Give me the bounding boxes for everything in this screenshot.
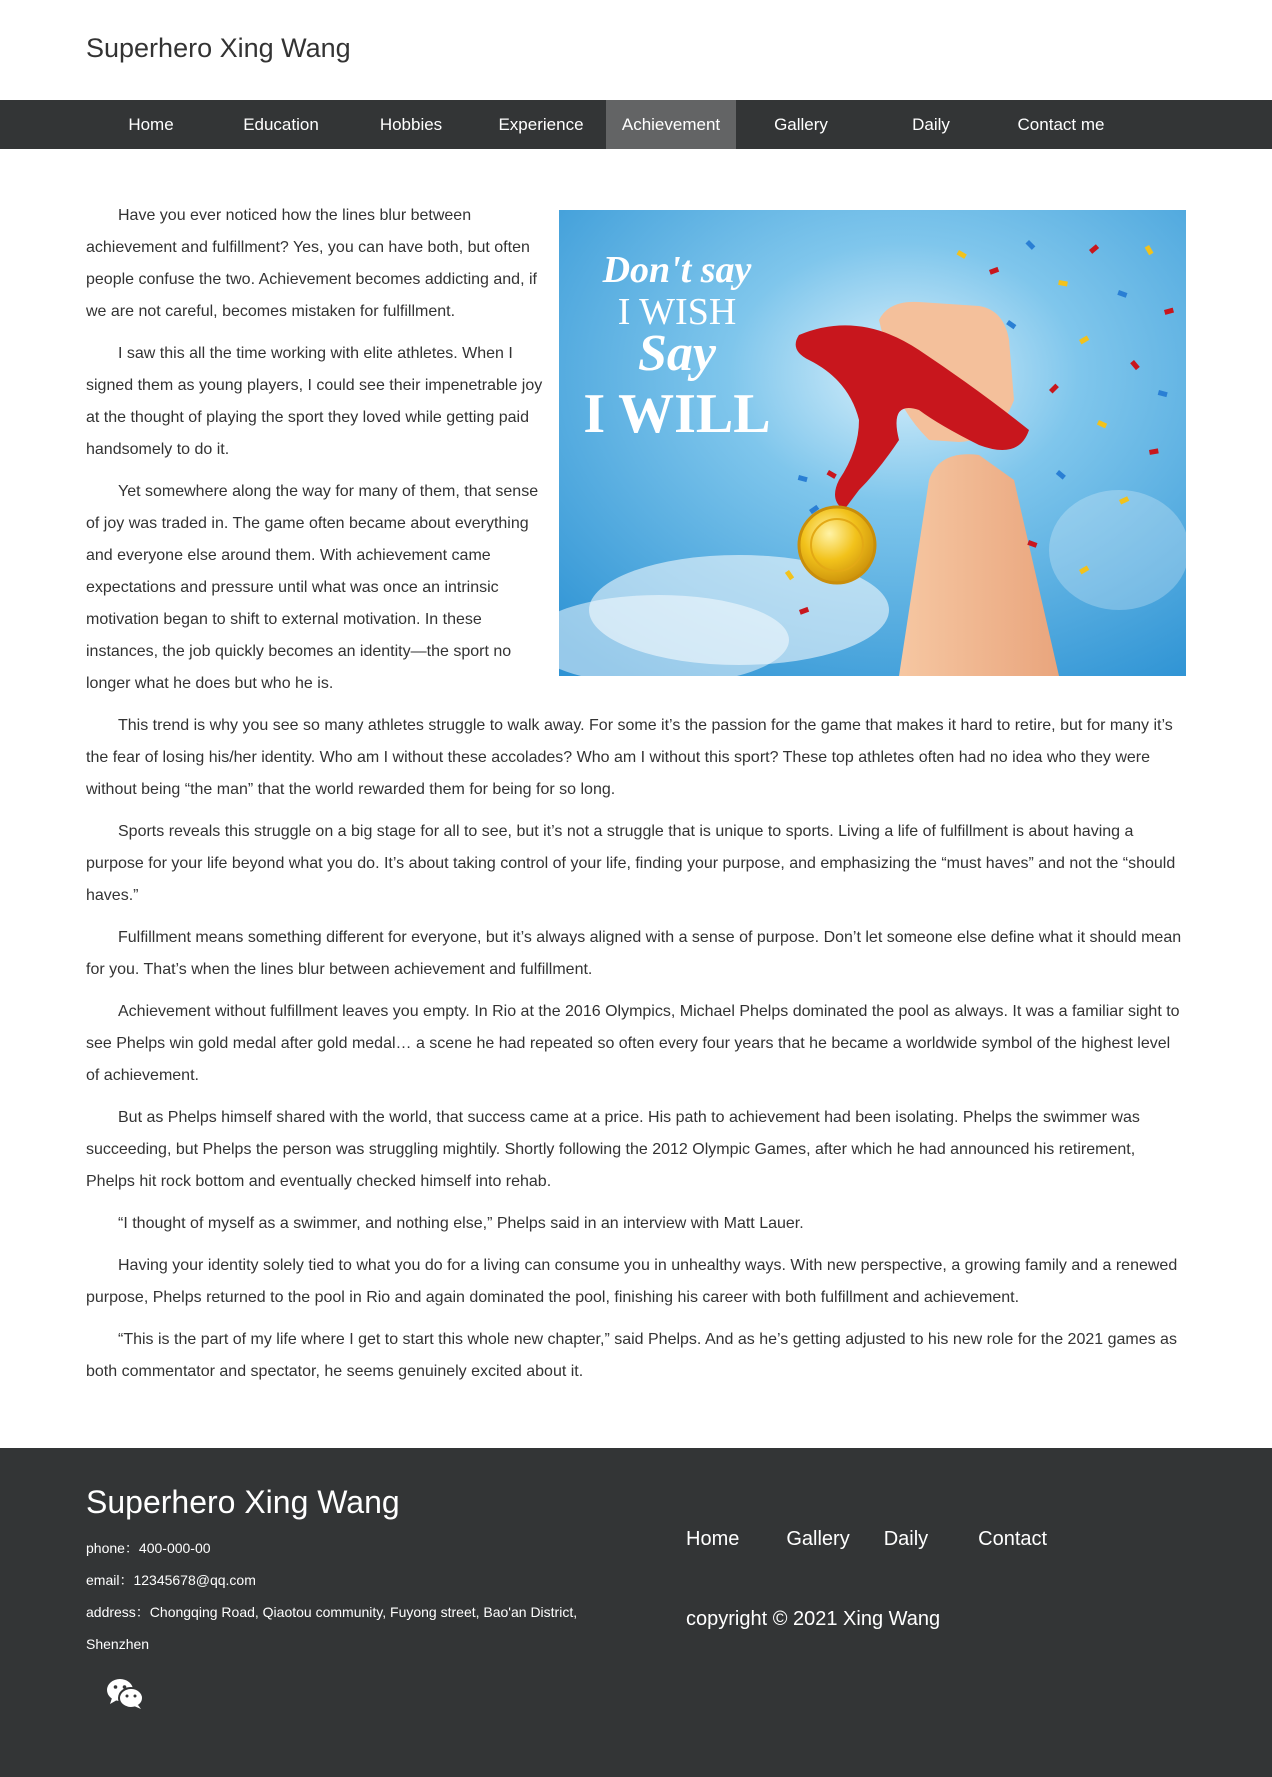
hero-line-2: I WISH [617,291,737,333]
main-navbar [0,100,1272,149]
article-paragraph: This trend is why you see so many athletes struggle to walk away. For some it’s the passion for the game that makes it hard to retire, but for many it’s the fear of losing his/her identity. Who am I without these accolades? Who am I without this sport? These top athletes often had no idea who they were without being “the man” that the world rewarded them for being for so long. [86,717,1173,798]
article-paragraph: I saw this all the time working with elite athletes. When I signed them as young players, I could see their impenetrable joy at the thought of playing the sport they loved while getting paid handsomely to do it. [86,345,543,458]
footer-link-home[interactable]: Home [686,1528,740,1550]
footer-contact-info [86,1532,606,1660]
article-paragraph: “This is the part of my life where I get to start this whole new chapter,” said Phelps. And as he’s getting adjusted to his new role for the 2021 games as both commentator and spectator, he seems genuinely excited about it. [86,1331,1177,1380]
nav-item-contact[interactable]: Contact me [1017,115,1105,134]
article-paragraph: Having your identity solely tied to what you do for a living can consume you in unhealthy ways. With new perspective, a growing family and a renewed purpose, Phelps returned to the pool in Rio and again dominated the pool, finishing his career with both fulfillment and achievement. [86,1257,1178,1306]
hero-line-1: Don't say [602,249,752,291]
article-paragraph: “I thought of myself as a swimmer, and nothing else,” Phelps said in an interview with Matt Lauer. [118,1215,804,1232]
site-header [0,0,1272,100]
nav-item-gallery[interactable]: Gallery [774,115,828,134]
nav-item-experience[interactable]: Experience [498,115,584,134]
article-paragraph: Sports reveals this struggle on a big stage for all to see, but it’s not a struggle that is unique to sports. Living a life of fulfillment is about having a purpose for your life beyond what you do. It’s about taking control of your life, finding your purpose, and emphasizing the “must haves” and not the “should haves.” [86,823,1176,904]
article-paragraph: But as Phelps himself shared with the world, that success came at a price. His path to achievement had been isolating. Phelps the swimmer was succeeding, but Phelps the person was struggling mightily. Shortly following the 2012 Olympic Games, after which he had announced his retirement, Phelps hit rock bottom and eventually checked himself into rehab. [86,1109,1140,1190]
wechat-icon[interactable] [106,1678,144,1710]
nav-item-daily[interactable]: Daily [912,115,950,134]
copyright-text: copyright © 2021 Xing Wang [686,1608,941,1630]
footer-phone: phone：400-000-00 [86,1540,211,1556]
hero-image [559,210,1186,676]
footer-link-gallery[interactable]: Gallery [786,1528,850,1550]
footer-nav [686,1528,1047,1551]
nav-item-home[interactable]: Home [128,115,174,134]
article-paragraph: Fulfillment means something different for everyone, but it’s always aligned with a sense of purpose. Don’t let someone else define what it should mean for you. That’s when the lines blur between achievement and fulfillment. [86,929,1182,978]
footer-link-contact[interactable]: Contact [978,1528,1048,1550]
site-title: Superhero Xing Wang [86,33,351,63]
nav-item-achievement[interactable]: Achievement [606,100,736,149]
hero-line-3: Say [638,325,716,382]
article-paragraph: Yet somewhere along the way for many of them, that sense of joy was traded in. The game often became about everything and everyone else around them. With achievement came expectations and pressure until what was once an intrinsic motivation began to shift to external motivation. In these instances, the job quickly becomes an identity—the sport no longer what he does but who he is. [86,483,539,692]
bokeh-light [1049,490,1186,610]
footer-title: Superhero Xing Wang [86,1484,400,1520]
footer-email: email：12345678@qq.com [86,1572,256,1588]
footer-address: address：Chongqing Road, Qiaotou community, Fuyong street, Bao'an District, Shenzhen [86,1604,578,1652]
nav-item-hobbies[interactable]: Hobbies [379,115,443,134]
hero-line-4: I WILL [583,383,771,445]
footer-link-daily[interactable]: Daily [883,1528,929,1550]
site-footer [0,1448,1272,1777]
medal-illustration [559,210,1186,676]
article-content [86,200,1186,1398]
nav-list [86,100,1126,149]
article-paragraph: Achievement without fulfillment leaves you empty. In Rio at the 2016 Olympics, Michael Phelps dominated the pool as always. It was a familiar sight to see Phelps win gold medal after gold medal… a scene he had repeated so often every four years that he became a worldwide symbol of the highest level of achievement. [86,1003,1180,1084]
article-paragraph: Have you ever noticed how the lines blur between achievement and fulfillment? Yes, you can have both, but often people confuse the two. Achievement becomes addicting and, if we are not careful, becomes mistaken for fulfillment. [86,207,537,320]
nav-item-education[interactable]: Education [243,115,319,134]
